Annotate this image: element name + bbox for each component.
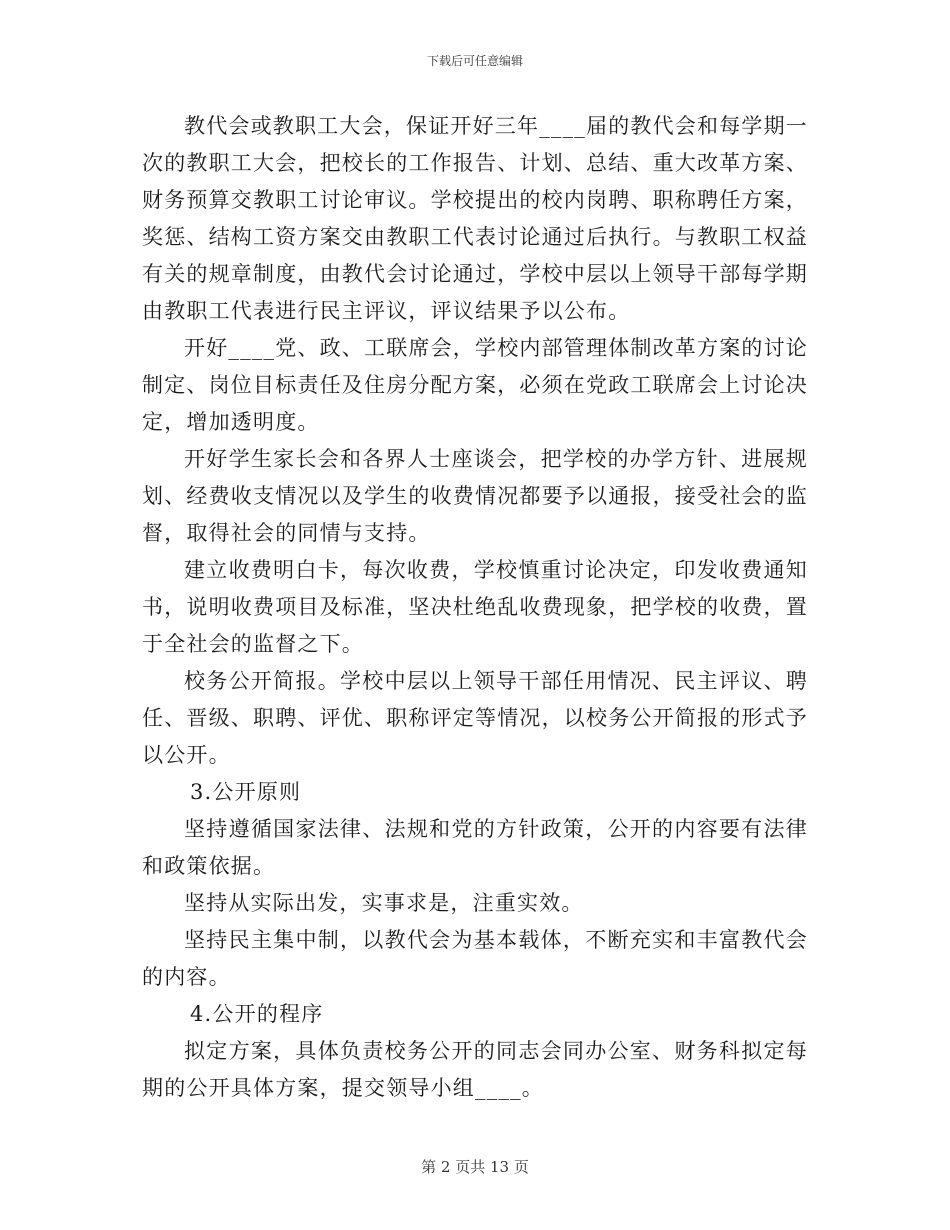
page-header: 下载后可任意编辑 <box>426 54 523 68</box>
paragraph-principle-practical: 坚持从实际出发，实事求是，注重实效。 <box>184 891 584 915</box>
section-heading-procedure: 4.公开的程序 <box>190 1002 324 1026</box>
paragraph-bulletin: 校务公开简报。学校中层以上领导干部任用情况、民主评议、聘任、晋级、职聘、评优、职称评定等情况，以校务公开简报的形式予以公开。 <box>142 669 808 767</box>
document-body <box>142 108 808 1107</box>
paragraph-principle-democratic: 坚持民主集中制，以教代会为基本载体，不断充实和丰富教代会的内容。 <box>142 928 808 989</box>
paragraph-joint-meeting: 开好____党、政、工联席会，学校内部管理体制改革方案的讨论制定、岗位目标责任及住房分配方案，必须在党政工联席会上讨论决定，增加透明度。 <box>142 336 808 434</box>
paragraph-parents-meeting: 开好学生家长会和各界人士座谈会，把学校的办学方针、进展规划、经费收支情况以及学生的收费情况都要予以通报，接受社会的监督，取得社会的同情与支持。 <box>142 447 808 545</box>
paragraph-principle-law: 坚持遵循国家法律、法规和党的方针政策，公开的内容要有法律和政策依据。 <box>142 817 808 878</box>
paragraph-fee-card: 建立收费明白卡，每次收费，学校慎重讨论决定，印发收费通知书，说明收费项目及标准，坚决杜绝乱收费现象，把学校的收费，置于全社会的监督之下。 <box>142 558 808 656</box>
paragraph-procedure-plan: 拟定方案，具体负责校务公开的同志会同办公室、财务科拟定每期的公开具体方案，提交领导小组____。 <box>142 1039 808 1100</box>
section-heading-principles: 3.公开原则 <box>190 780 302 804</box>
page-footer: 第 2 页共 13 页 <box>421 1158 529 1176</box>
paragraph-teachers-congress: 教代会或教职工大会，保证开好三年____届的教代会和每学期一次的教职工大会，把校长的工作报告、计划、总结、重大改革方案、财务预算交教职工讨论审议。学校提出的校内岗聘、职称聘任方案，奖惩、结构工资方案交由教职工代表讨论通过后执行。与教职工权益有关的规章制度，由教代会讨论通过，学校中层以上领导干部每学期由教职工代表进行民主评议，评议结果予以公布。 <box>142 114 808 323</box>
